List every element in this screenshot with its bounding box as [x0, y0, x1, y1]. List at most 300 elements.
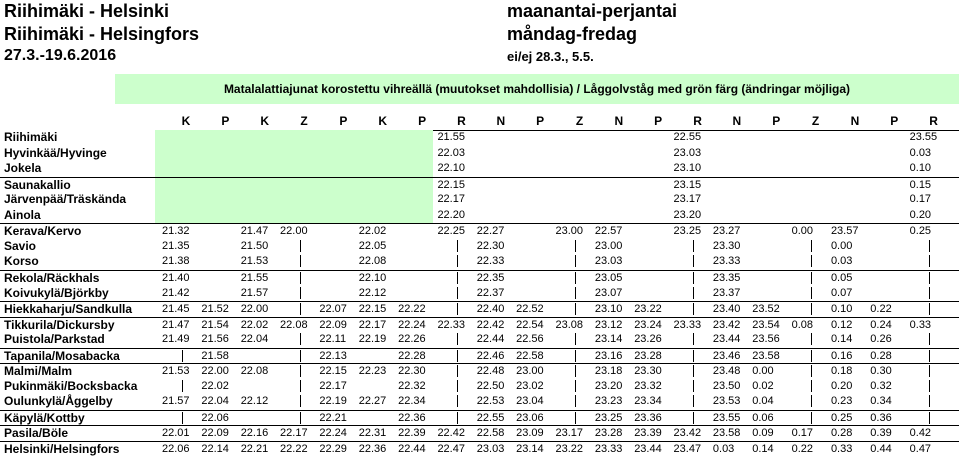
table-row — [0, 301, 959, 318]
pass-through-mark — [674, 271, 714, 286]
pass-through-mark — [280, 332, 320, 347]
departure-time: 0.28 — [830, 427, 853, 440]
departure-time: 0.28 — [870, 349, 892, 362]
departure-time: 22.22 — [398, 303, 426, 316]
departure-time: 23.26 — [634, 333, 662, 346]
departure-time: 23.24 — [634, 318, 662, 331]
departure-time: 23.15 — [673, 178, 702, 191]
pass-through-mark — [437, 271, 477, 286]
pass-through-mark — [162, 379, 202, 394]
station-name: Pukinmäki/Bocksbacka — [4, 378, 138, 393]
departure-time: 21.52 — [201, 303, 229, 316]
pass-through-mark — [162, 411, 202, 426]
pass-through-mark — [910, 239, 950, 254]
pass-through-mark — [280, 239, 320, 254]
departure-time: 22.52 — [516, 303, 544, 316]
table-row — [0, 348, 959, 365]
pass-through-mark — [792, 332, 832, 347]
departure-time: 23.09 — [516, 427, 544, 440]
departure-time: 22.24 — [398, 318, 426, 331]
departure-time: 0.15 — [909, 178, 932, 191]
departure-time: 22.08 — [358, 255, 387, 268]
departure-time: 23.03 — [594, 255, 623, 268]
departure-time: 0.08 — [791, 318, 814, 331]
departure-time: 23.35 — [712, 271, 741, 284]
departure-time: 23.00 — [516, 365, 544, 378]
departure-time: 23.10 — [594, 303, 623, 316]
departure-time: 22.19 — [358, 333, 387, 346]
route-title-sv: Riihimäki - Helsingfors — [4, 24, 200, 44]
train-code: P — [772, 114, 781, 128]
departure-time: 22.24 — [319, 427, 347, 440]
departure-time: 23.42 — [712, 318, 741, 331]
station-name: Järvenpää/Träskända — [4, 192, 127, 207]
pass-through-mark — [910, 364, 950, 379]
pass-through-mark — [910, 394, 950, 409]
departure-time: 22.01 — [162, 427, 190, 440]
train-code: Z — [575, 114, 584, 128]
departure-time: 23.27 — [712, 225, 741, 238]
exception-dates: ei/ej 28.3., 5.5. — [507, 49, 594, 64]
departure-time: 0.14 — [830, 333, 853, 346]
pass-through-mark — [437, 411, 477, 426]
departure-time: 22.57 — [594, 225, 623, 238]
weekdays-fi: maanantai-perjantai — [507, 1, 678, 21]
departure-time: 22.36 — [358, 443, 387, 455]
departure-time: 23.20 — [594, 379, 623, 392]
departure-time: 23.06 — [516, 411, 544, 424]
departure-time: 0.06 — [752, 411, 774, 424]
departure-time: 0.24 — [870, 318, 892, 331]
departure-time: 21.49 — [162, 333, 190, 346]
train-code: R — [457, 114, 466, 128]
departure-time: 0.12 — [830, 318, 853, 331]
departure-time: 23.30 — [712, 239, 741, 252]
departure-time: 21.56 — [201, 333, 229, 346]
departure-time: 22.31 — [358, 427, 387, 440]
departure-time: 22.42 — [476, 318, 505, 331]
departure-time: 21.55 — [240, 271, 269, 284]
departure-time: 23.04 — [516, 395, 544, 408]
pass-through-mark — [556, 271, 596, 286]
departure-time: 21.42 — [162, 286, 190, 299]
departure-time: 23.05 — [594, 271, 623, 284]
pass-through-mark — [792, 254, 832, 269]
departure-time: 23.14 — [516, 443, 544, 455]
departure-time: 0.26 — [870, 333, 892, 346]
departure-time: 23.08 — [555, 318, 584, 331]
pass-through-mark — [792, 239, 832, 254]
station-name: Helsinki/Helsingfors — [4, 442, 120, 456]
train-code: N — [850, 114, 860, 128]
train-code: N — [496, 114, 506, 128]
pass-through-mark — [437, 332, 477, 347]
table-row — [0, 177, 959, 194]
departure-time: 0.25 — [909, 225, 932, 238]
train-code: K — [181, 114, 191, 128]
pass-through-mark — [792, 411, 832, 426]
departure-time: 23.07 — [594, 286, 623, 299]
departure-time: 23.37 — [712, 286, 741, 299]
departure-time: 23.30 — [634, 365, 662, 378]
weekdays-sv: måndag-fredag — [507, 24, 638, 44]
table-row — [0, 394, 959, 410]
departure-time: 0.05 — [830, 271, 853, 284]
departure-time: 0.07 — [830, 286, 853, 299]
departure-time: 23.39 — [634, 427, 662, 440]
departure-time: 0.33 — [909, 318, 932, 331]
departure-time: 22.32 — [398, 379, 426, 392]
pass-through-mark — [280, 411, 320, 426]
departure-time: 21.53 — [162, 365, 190, 378]
train-code: P — [418, 114, 427, 128]
departure-time: 23.22 — [634, 303, 662, 316]
pass-through-mark — [792, 379, 832, 394]
station-name: Saunakallio — [4, 177, 71, 192]
departure-time: 22.21 — [240, 443, 269, 455]
pass-through-mark — [556, 332, 596, 347]
pass-through-mark — [674, 286, 714, 301]
pass-through-mark — [674, 349, 714, 364]
departure-time: 22.27 — [358, 395, 387, 408]
pass-through-mark — [556, 349, 596, 364]
train-code: K — [378, 114, 388, 128]
departure-time: 0.30 — [870, 365, 892, 378]
departure-time: 22.09 — [201, 427, 229, 440]
departure-time: 22.33 — [437, 318, 465, 331]
departure-time: 22.16 — [240, 427, 269, 440]
departure-time: 22.40 — [476, 303, 505, 316]
departure-time: 22.06 — [162, 443, 190, 455]
departure-time: 22.19 — [319, 395, 347, 408]
departure-time: 22.04 — [240, 333, 269, 346]
pass-through-mark — [556, 286, 596, 301]
departure-time: 0.22 — [791, 443, 814, 455]
departure-time: 23.46 — [712, 349, 741, 362]
departure-time: 23.48 — [712, 365, 741, 378]
departure-time: 0.42 — [909, 427, 932, 440]
departure-time: 22.03 — [437, 146, 465, 159]
station-name: Ainola — [4, 207, 41, 222]
pass-through-mark — [437, 394, 477, 409]
pass-through-mark — [280, 302, 320, 317]
pass-through-mark — [910, 349, 950, 364]
departure-time: 21.57 — [162, 395, 190, 408]
departure-time: 22.33 — [476, 255, 505, 268]
low-floor-banner: Matalalattiajunat korostettu vihreällä (muutokset mahdollisia) / Låggolvståg med grön färg (ändringar möjliga) — [115, 74, 959, 104]
departure-time: 0.18 — [830, 365, 853, 378]
train-code: Z — [811, 114, 820, 128]
pass-through-mark — [792, 286, 832, 301]
departure-time: 0.03 — [909, 146, 932, 159]
table-row — [0, 379, 959, 395]
departure-time: 22.25 — [437, 225, 465, 238]
table-row — [0, 332, 959, 348]
train-code: Z — [300, 114, 308, 128]
pass-through-mark — [162, 349, 202, 364]
pass-through-mark — [910, 379, 950, 394]
pass-through-mark — [910, 254, 950, 269]
departure-time: 21.38 — [162, 255, 190, 268]
departure-time: 21.47 — [240, 225, 269, 238]
pass-through-mark — [556, 239, 596, 254]
station-name: Korso — [4, 254, 39, 269]
departure-time: 0.04 — [752, 395, 774, 408]
departure-time: 23.20 — [673, 208, 702, 221]
departure-time: 22.35 — [476, 271, 505, 284]
table-row — [0, 223, 959, 240]
pass-through-mark — [280, 349, 320, 364]
table-row — [0, 425, 959, 442]
departure-time: 23.44 — [712, 333, 741, 346]
departure-time: 0.23 — [830, 395, 853, 408]
station-name: Savio — [4, 238, 37, 253]
departure-time: 22.10 — [358, 271, 387, 284]
pass-through-mark — [437, 379, 477, 394]
departure-time: 22.12 — [240, 395, 269, 408]
departure-time: 23.28 — [594, 427, 623, 440]
departure-time: 21.47 — [162, 318, 190, 331]
pass-through-mark — [280, 394, 320, 409]
departure-time: 23.28 — [634, 349, 662, 362]
route-title-fi: Riihimäki - Helsinki — [4, 1, 170, 21]
departure-time: 22.17 — [437, 193, 465, 206]
departure-time: 23.14 — [594, 333, 623, 346]
station-name: Puistola/Parkstad — [4, 332, 105, 347]
departure-time: 23.00 — [594, 239, 623, 252]
pass-through-mark — [674, 254, 714, 269]
table-row — [0, 192, 959, 208]
departure-time: 23.03 — [476, 443, 505, 455]
departure-time: 23.03 — [673, 146, 702, 159]
pass-through-mark — [556, 364, 596, 379]
departure-time: 0.32 — [870, 379, 892, 392]
departure-time: 22.07 — [319, 303, 347, 316]
departure-time: 22.55 — [673, 131, 702, 143]
departure-time: 22.15 — [319, 365, 347, 378]
station-name: Oulunkylä/Åggelby — [4, 394, 113, 409]
pass-through-mark — [792, 302, 832, 317]
departure-time: 22.46 — [476, 349, 505, 362]
train-code: P — [890, 114, 899, 128]
table-row — [0, 286, 959, 302]
pass-through-mark — [910, 286, 950, 301]
departure-time: 22.55 — [476, 411, 505, 424]
departure-time: 21.54 — [201, 318, 229, 331]
departure-time: 21.35 — [162, 239, 190, 252]
station-name: Rekola/Räckhals — [4, 270, 100, 285]
departure-time: 0.20 — [830, 379, 853, 392]
departure-time: 0.03 — [712, 443, 735, 455]
departure-time: 22.42 — [437, 427, 465, 440]
departure-time: 23.16 — [594, 349, 623, 362]
departure-time: 21.57 — [240, 286, 269, 299]
departure-time: 22.15 — [358, 303, 387, 316]
station-name: Käpylä/Kottby — [4, 410, 85, 425]
departure-time: 23.42 — [673, 427, 702, 440]
departure-time: 23.40 — [712, 303, 741, 316]
train-code: P — [339, 114, 348, 128]
departure-time: 23.25 — [594, 411, 623, 424]
station-name: Hiekkaharju/Sandkulla — [4, 302, 133, 317]
pass-through-mark — [674, 379, 714, 394]
departure-time: 22.44 — [476, 333, 505, 346]
departure-time: 0.00 — [830, 239, 853, 252]
departure-time: 22.39 — [398, 427, 426, 440]
station-name: Riihimäki — [4, 130, 58, 144]
departure-time: 23.33 — [673, 318, 702, 331]
departure-time: 21.58 — [201, 349, 229, 362]
departure-time: 22.22 — [280, 443, 308, 455]
station-name: Jokela — [4, 161, 42, 176]
departure-time: 22.54 — [516, 318, 544, 331]
pass-through-mark — [280, 254, 320, 269]
departure-time: 23.58 — [712, 427, 741, 440]
pass-through-mark — [792, 271, 832, 286]
departure-time: 0.00 — [752, 365, 774, 378]
pass-through-mark — [437, 364, 477, 379]
departure-time: 0.34 — [870, 395, 892, 408]
departure-time: 23.10 — [673, 162, 702, 175]
validity-period: 27.3.-19.6.2016 — [4, 47, 117, 64]
table-row — [0, 410, 959, 427]
departure-time: 22.11 — [319, 333, 347, 346]
table-row — [0, 208, 959, 224]
departure-time: 22.17 — [280, 427, 308, 440]
departure-time: 0.02 — [752, 379, 774, 392]
train-code: N — [614, 114, 624, 128]
train-code: K — [260, 114, 270, 128]
departure-time: 0.44 — [870, 443, 892, 455]
departure-time: 22.23 — [358, 365, 387, 378]
departure-time: 23.00 — [555, 225, 584, 238]
table-row — [0, 270, 959, 287]
departure-time: 23.54 — [752, 318, 780, 331]
departure-time: 0.00 — [791, 225, 814, 238]
departure-time: 21.32 — [162, 225, 190, 238]
pass-through-mark — [674, 364, 714, 379]
departure-time: 23.32 — [634, 379, 662, 392]
departure-time: 22.50 — [476, 379, 505, 392]
pass-through-mark — [280, 286, 320, 301]
table-row — [0, 317, 959, 334]
departure-time: 22.30 — [398, 365, 426, 378]
departure-time: 22.00 — [280, 225, 308, 238]
departure-time: 23.34 — [634, 395, 662, 408]
departure-time: 0.47 — [909, 443, 932, 455]
departure-time: 23.56 — [752, 333, 780, 346]
table-row — [0, 254, 959, 270]
pass-through-mark — [910, 411, 950, 426]
departure-time: 22.20 — [437, 208, 465, 221]
table-row — [0, 130, 959, 146]
departure-time: 21.40 — [162, 271, 190, 284]
pass-through-mark — [556, 411, 596, 426]
departure-time: 23.17 — [673, 193, 702, 206]
departure-time: 0.10 — [909, 162, 932, 175]
departure-time: 0.03 — [830, 255, 853, 268]
departure-time: 23.18 — [594, 365, 623, 378]
departure-time: 0.10 — [830, 303, 853, 316]
pass-through-mark — [280, 271, 320, 286]
station-name: Tikkurila/Dickursby — [4, 317, 115, 332]
pass-through-mark — [556, 254, 596, 269]
pass-through-mark — [910, 332, 950, 347]
departure-time: 21.50 — [240, 239, 269, 252]
departure-time: 0.16 — [830, 349, 853, 362]
pass-through-mark — [674, 332, 714, 347]
pass-through-mark — [674, 411, 714, 426]
departure-time: 0.33 — [830, 443, 853, 455]
departure-time: 23.33 — [594, 443, 623, 455]
departure-time: 22.05 — [358, 239, 387, 252]
station-name: Hyvinkää/Hyvinge — [4, 145, 107, 160]
departure-time: 22.02 — [240, 318, 269, 331]
departure-time: 23.57 — [830, 225, 859, 238]
departure-time: 23.52 — [752, 303, 780, 316]
pass-through-mark — [556, 302, 596, 317]
departure-time: 0.39 — [870, 427, 892, 440]
departure-time: 22.26 — [398, 333, 426, 346]
departure-time: 0.20 — [909, 208, 932, 221]
train-code: P — [221, 114, 230, 128]
departure-time: 21.45 — [162, 303, 190, 316]
pass-through-mark — [437, 239, 477, 254]
departure-time: 21.53 — [240, 255, 269, 268]
departure-time: 0.14 — [752, 443, 774, 455]
departure-time: 22.08 — [240, 365, 269, 378]
departure-time: 22.09 — [319, 318, 347, 331]
station-name: Pasila/Böle — [4, 426, 69, 441]
departure-time: 22.02 — [201, 379, 229, 392]
pass-through-mark — [556, 394, 596, 409]
departure-time: 22.08 — [280, 318, 308, 331]
pass-through-mark — [792, 364, 832, 379]
departure-time: 23.02 — [516, 379, 544, 392]
pass-through-mark — [280, 379, 320, 394]
departure-time: 23.55 — [712, 411, 741, 424]
departure-time: 22.29 — [319, 443, 347, 455]
departure-time: 23.53 — [712, 395, 741, 408]
train-code: R — [693, 114, 702, 128]
pass-through-mark — [910, 302, 950, 317]
station-name: Tapanila/Mosabacka — [4, 348, 120, 363]
departure-time: 23.36 — [634, 411, 662, 424]
train-code: P — [536, 114, 545, 128]
departure-time: 23.12 — [594, 318, 623, 331]
pass-through-mark — [910, 271, 950, 286]
pass-through-mark — [792, 394, 832, 409]
station-name: Koivukylä/Björkby — [4, 285, 109, 300]
departure-time: 22.48 — [476, 365, 505, 378]
pass-through-mark — [437, 349, 477, 364]
departure-time: 0.25 — [830, 411, 853, 424]
departure-time: 22.15 — [437, 178, 465, 191]
departure-time: 23.47 — [673, 443, 702, 455]
departure-time: 22.53 — [476, 395, 505, 408]
departure-time: 22.47 — [437, 443, 465, 455]
departure-time: 23.17 — [555, 427, 584, 440]
pass-through-mark — [674, 394, 714, 409]
pass-through-mark — [674, 239, 714, 254]
table-row — [0, 146, 959, 162]
departure-time: 22.06 — [201, 411, 229, 424]
departure-time: 22.14 — [201, 443, 229, 455]
table-row — [0, 161, 959, 177]
departure-time: 23.58 — [752, 349, 780, 362]
departure-time: 0.17 — [909, 193, 932, 206]
departure-time: 22.13 — [319, 349, 347, 362]
